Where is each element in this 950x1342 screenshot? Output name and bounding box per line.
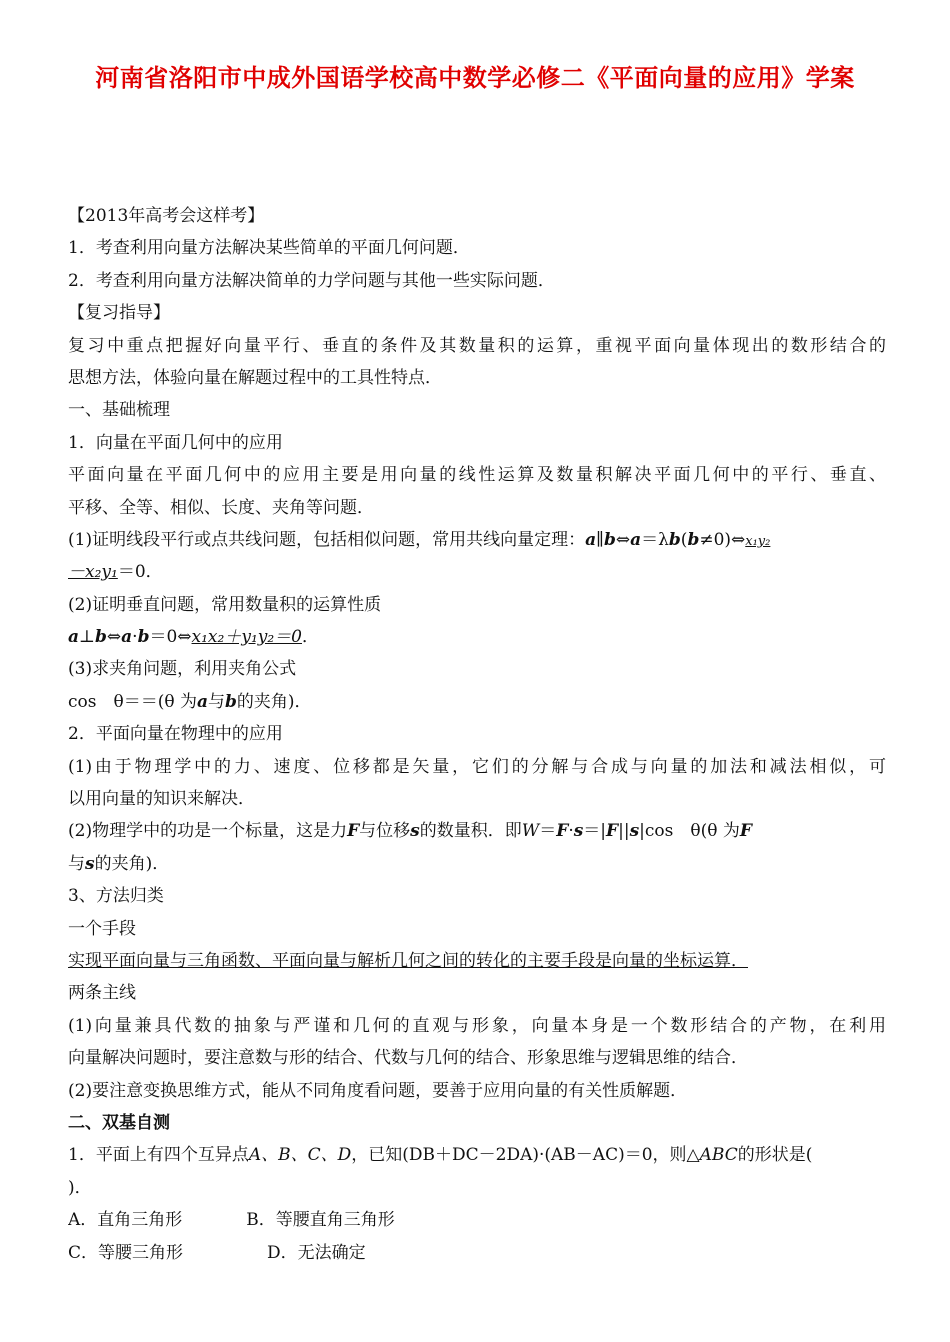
force-F-4: F xyxy=(739,821,752,842)
section-1-text-line-2: 平移、全等、相似、长度、夹角等问题． xyxy=(68,497,374,518)
point-1-line-2 xyxy=(68,556,886,588)
dot-symbol: · xyxy=(132,627,138,648)
vector-a-2: a xyxy=(630,529,642,550)
iff-symbol: ⇔ xyxy=(106,627,122,648)
collinear-formula-part-2: －x₂y₁ xyxy=(68,562,118,583)
lambda-symbol: λ xyxy=(658,529,669,550)
physics-point-2-line-1 xyxy=(68,815,886,847)
equals-zero-iff: ＝0⇔ xyxy=(149,627,192,648)
vector-a: a xyxy=(197,691,209,712)
option-a: A．直角三角形 xyxy=(68,1210,183,1231)
physics-point-1-line-1: (1)由于物理学中的力、速度、位移都是矢量，它们的分解与合成与向量的加法和减法相似，可 xyxy=(68,756,886,777)
two-lines-heading: 两条主线 xyxy=(68,983,136,1004)
vector-a: a xyxy=(68,627,80,648)
options-row-2 xyxy=(68,1237,886,1269)
displacement-s: s xyxy=(410,821,420,842)
section-3-heading: 3、方法归类 xyxy=(68,886,164,907)
question-1-text-a: 1．平面上有四个互异点 xyxy=(68,1145,249,1166)
exam-heading: 【2013年高考会这样考】 xyxy=(68,206,265,226)
document-title: 河南省洛阳市中成外国语学校高中数学必修二《平面向量的应用》学案 xyxy=(95,64,855,92)
review-text-line-1: 复习中重点把握好向量平行、垂直的条件及其数量积的运算，重视平面向量体现出的数形结合的 xyxy=(68,335,886,356)
physics-point-1-line-2: 以用向量的知识来解决． xyxy=(68,789,255,810)
work-text: (2)物理学中的功是一个标量，这是力 xyxy=(68,821,348,842)
vector-b: b xyxy=(603,529,616,550)
dot-symbol: · xyxy=(568,821,574,842)
triangle-abc: ABC xyxy=(699,1145,738,1166)
iff-symbol: ⇔ xyxy=(615,529,631,550)
point-3-formula xyxy=(68,686,886,718)
main-line-1-text-1: (1)向量兼具代数的抽象与严谨和几何的直观与形象，向量本身是一个数形结合的产物，在利用 xyxy=(68,1015,886,1036)
option-c: C．等腰三角形 xyxy=(68,1242,184,1263)
with-text: 与 xyxy=(68,853,85,874)
abs-bars: || xyxy=(618,821,630,842)
equals-symbol: ＝ xyxy=(641,529,659,550)
document-body xyxy=(68,200,886,1269)
displacement-s-2: s xyxy=(573,821,584,842)
question-1-line-2: )． xyxy=(68,1177,92,1198)
vector-a-2: a xyxy=(121,627,133,648)
main-line-1-text-2: 向量解决问题时，要注意数与形的结合、代数与几何的结合、形象思维与逻辑思维的结合． xyxy=(68,1048,748,1069)
review-heading: 【复习指导】 xyxy=(68,303,170,324)
dot-product-text: 的数量积．即 xyxy=(419,821,522,842)
cos-theta-text: |cos θ(θ 为 xyxy=(639,821,740,842)
with-displacement-text: 与位移 xyxy=(359,821,411,842)
exam-item-2: 2．考查利用向量方法解决简单的力学问题与其他一些实际问题． xyxy=(68,270,555,291)
selftest-heading: 二、双基自测 xyxy=(68,1112,170,1133)
parallel-symbol: ∥ xyxy=(596,529,604,550)
section-2-heading: 2．平面向量在物理中的应用 xyxy=(68,724,283,745)
option-d: D．无法确定 xyxy=(267,1242,366,1263)
vector-b: b xyxy=(95,627,107,648)
one-means-heading: 一个手段 xyxy=(68,918,136,939)
collinear-formula-end: ＝0． xyxy=(117,562,163,583)
section-1-text-line-1: 平面向量在平面几何中的应用主要是用向量的线性运算及数量积解决平面几何中的平行、垂直、 xyxy=(68,465,886,486)
point-1-text: (1)证明线段平行或点共线问题，包括相似问题，常用共线向量定理： xyxy=(68,529,586,550)
vector-b-2: b xyxy=(137,627,150,648)
equals-abs: ＝| xyxy=(583,821,607,842)
point-2-formula xyxy=(68,621,886,653)
angle-text: 的夹角)． xyxy=(236,691,312,712)
one-means-text: 实现平面向量与三角函数、平面向量与解析几何之间的转化的主要手段是向量的坐标运算． xyxy=(68,950,748,971)
equals-symbol: ＝ xyxy=(539,821,557,842)
work-W: W xyxy=(521,821,540,842)
question-1-text-c: 的形状是( xyxy=(737,1145,813,1166)
section-1-heading: 1．向量在平面几何中的应用 xyxy=(68,432,283,453)
collinear-formula-part-1: x₁y₂ xyxy=(745,533,771,549)
point-1-line-1 xyxy=(68,524,886,556)
vector-b-2: b xyxy=(668,529,681,550)
force-F-2: F xyxy=(556,821,569,842)
question-1-text-b: ，已知(DB＋DC－2DA)·(AB－AC)＝0，则△ xyxy=(351,1145,700,1166)
point-2-text: (2)证明垂直问题，常用数量积的运算性质 xyxy=(68,594,382,615)
perp-symbol: ⊥ xyxy=(79,627,96,648)
condition-open: ( xyxy=(680,529,688,550)
exam-item-1: 1．考查利用向量方法解决某些简单的平面几何问题． xyxy=(68,238,470,259)
question-1-points: A、B、C、D xyxy=(248,1145,352,1166)
displacement-s-4: s xyxy=(85,853,95,874)
displacement-s-3: s xyxy=(629,821,640,842)
force-F: F xyxy=(347,821,360,842)
cosine-formula: cos θ＝＝(θ 为 xyxy=(68,691,197,712)
with-text: 与 xyxy=(208,691,226,712)
main-line-2-text: (2)要注意变换思维方式，能从不同角度看问题，要善于应用向量的有关性质解题． xyxy=(68,1080,688,1101)
perpendicular-formula: x₁x₂＋y₁y₂＝0 xyxy=(191,627,302,648)
condition-text: ≠0)⇔ xyxy=(699,529,746,550)
vector-b: b xyxy=(225,691,237,712)
question-1-line-1 xyxy=(68,1139,886,1171)
point-2-end: ． xyxy=(302,627,319,648)
option-b: B．等腰直角三角形 xyxy=(246,1210,395,1231)
angle-text: 的夹角)． xyxy=(94,853,170,874)
vector-b-3: b xyxy=(687,529,700,550)
options-row-1 xyxy=(68,1204,886,1236)
force-F-3: F xyxy=(606,821,619,842)
review-text-line-2: 思想方法，体验向量在解题过程中的工具性特点． xyxy=(68,367,442,388)
physics-point-2-line-2 xyxy=(68,848,886,880)
basics-heading: 一、基础梳理 xyxy=(68,400,170,421)
point-3-text: (3)求夹角问题，利用夹角公式 xyxy=(68,659,297,680)
vector-a: a xyxy=(585,529,597,550)
